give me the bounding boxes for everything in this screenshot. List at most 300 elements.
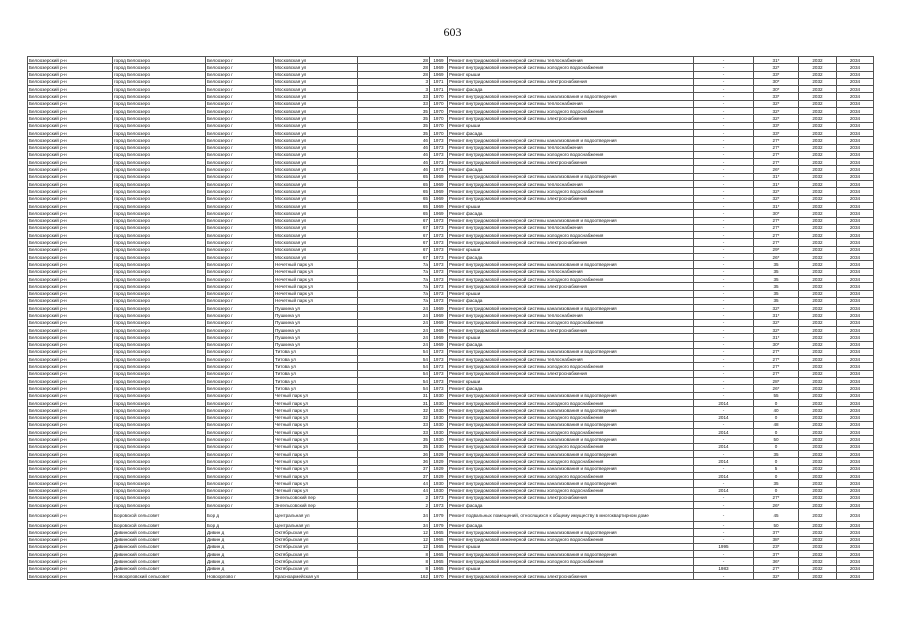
cell-street: Красноармейская ул [274, 572, 358, 579]
cell-wear: 27* [754, 137, 799, 144]
cell-locality: Белоозеро г [206, 429, 274, 436]
cell-last-repair-year: 2014 [694, 443, 754, 450]
cell-plan-start: 2032 [799, 202, 837, 209]
cell-last-repair-year: - [694, 232, 754, 239]
cell-district: Белоозерский р-н [28, 458, 113, 465]
cell-locality: Белоозеро г [206, 480, 274, 487]
cell-plan-start: 2032 [799, 392, 837, 399]
cell-district: Белоозерский р-н [28, 108, 113, 115]
cell-wear: 35 [754, 451, 799, 458]
cell-street: Октябрьская ул [274, 551, 358, 558]
cell-municipality: город Белоозеро [113, 283, 206, 290]
cell-plan-start: 2032 [799, 565, 837, 572]
table-row [28, 115, 874, 122]
cell-municipality: город Белоозеро [113, 472, 206, 479]
cell-district: Белоозерский р-н [28, 334, 113, 341]
cell-year: 1971 [430, 78, 448, 85]
cell-locality: Белоозеро г [206, 166, 274, 173]
table-row [28, 399, 874, 406]
cell-municipality: город Белоозеро [113, 494, 206, 501]
cell-wear: 0 [754, 399, 799, 406]
cell-plan-start: 2032 [799, 521, 837, 528]
cell-district: Белоозерский р-н [28, 451, 113, 458]
cell-plan-end: 2034 [837, 436, 874, 443]
cell-house: 44 [358, 480, 430, 487]
cell-plan-start: 2032 [799, 283, 837, 290]
table-row [28, 487, 874, 494]
table-row [28, 122, 874, 129]
cell-wear: 30* [754, 210, 799, 217]
cell-last-repair-year: - [694, 57, 754, 64]
cell-district: Белоозерский р-н [28, 246, 113, 253]
cell-wear: 26* [754, 502, 799, 509]
cell-plan-start: 2032 [799, 246, 837, 253]
cell-district: Белоозерский р-н [28, 290, 113, 297]
cell-last-repair-year: - [694, 166, 754, 173]
cell-wear: 33* [754, 93, 799, 100]
cell-year: 1965 [430, 536, 448, 543]
cell-street: Нечетный парк ул [274, 268, 358, 275]
cell-work-type: Ремонт внутридомовой инженерной системы канализования и водоотведения [448, 305, 694, 312]
cell-locality: Белоозеро г [206, 443, 274, 450]
cell-wear: 32* [754, 100, 799, 107]
table-row [28, 414, 874, 421]
cell-locality: Белоозеро г [206, 224, 274, 231]
cell-street: Пушкина ул [274, 334, 358, 341]
cell-plan-end: 2034 [837, 71, 874, 78]
cell-district: Белоозерский р-н [28, 122, 113, 129]
cell-locality: Белоозеро г [206, 151, 274, 158]
cell-work-type: Ремонт внутридомовой инженерной системы электроснабжения [448, 239, 694, 246]
cell-wear: 32* [754, 115, 799, 122]
cell-year: 1930 [430, 392, 448, 399]
cell-year: 1965 [430, 543, 448, 550]
cell-year: 1970 [430, 115, 448, 122]
cell-district: Белоозерский р-н [28, 297, 113, 304]
cell-district: Белоозерский р-н [28, 181, 113, 188]
cell-work-type: Ремонт внутридомовой инженерной системы канализования и водоотведения [448, 137, 694, 144]
cell-last-repair-year: - [694, 502, 754, 509]
cell-locality: Белоозеро г [206, 122, 274, 129]
cell-street: Четный парк ул [274, 429, 358, 436]
cell-plan-start: 2032 [799, 86, 837, 93]
cell-plan-start: 2032 [799, 108, 837, 115]
cell-district: Белоозерский р-н [28, 173, 113, 180]
cell-district: Белоозерский р-н [28, 86, 113, 93]
cell-district: Белоозерский р-н [28, 348, 113, 355]
cell-wear: 32* [754, 326, 799, 333]
cell-district: Белоозерский р-н [28, 414, 113, 421]
cell-municipality: Дивинский сельсовет [113, 543, 206, 550]
cell-street: Энгельсовский пер [274, 494, 358, 501]
table-row [28, 521, 874, 528]
cell-locality: Белоозеро г [206, 144, 274, 151]
cell-work-type: Ремонт фасада [448, 210, 694, 217]
cell-locality: Белоозеро г [206, 414, 274, 421]
cell-last-repair-year: 2014 [694, 399, 754, 406]
cell-last-repair-year: - [694, 188, 754, 195]
cell-plan-end: 2034 [837, 64, 874, 71]
cell-locality: Белоозеро г [206, 341, 274, 348]
cell-last-repair-year: - [694, 275, 754, 282]
cell-year: 1930 [430, 414, 448, 421]
cell-work-type: Ремонт внутридомовой инженерной системы холодного водоснабжения [448, 429, 694, 436]
cell-plan-end: 2034 [837, 334, 874, 341]
cell-plan-end: 2034 [837, 290, 874, 297]
cell-last-repair-year: - [694, 115, 754, 122]
cell-municipality: город Белоозеро [113, 173, 206, 180]
cell-last-repair-year: - [694, 348, 754, 355]
cell-municipality: город Белоозеро [113, 100, 206, 107]
cell-district: Белоозерский р-н [28, 159, 113, 166]
cell-house: 54 [358, 363, 430, 370]
register-table [27, 56, 874, 580]
cell-locality: Белоозеро г [206, 64, 274, 71]
cell-plan-end: 2034 [837, 572, 874, 579]
cell-plan-end: 2034 [837, 363, 874, 370]
cell-wear: 35 [754, 268, 799, 275]
cell-work-type: Ремонт внутридомовой инженерной системы холодного водоснабжения [448, 487, 694, 494]
cell-work-type: Ремонт фасада [448, 129, 694, 136]
cell-last-repair-year: - [694, 494, 754, 501]
cell-district: Белоозерский р-н [28, 536, 113, 543]
cell-wear: 31* [754, 181, 799, 188]
cell-district: Белоозерский р-н [28, 429, 113, 436]
cell-district: Белоозерский р-н [28, 480, 113, 487]
cell-locality: Белоозеро г [206, 217, 274, 224]
cell-wear: 23* [754, 543, 799, 550]
cell-last-repair-year: - [694, 122, 754, 129]
cell-house: 67 [358, 246, 430, 253]
cell-district: Белоозерский р-н [28, 421, 113, 428]
cell-plan-start: 2032 [799, 502, 837, 509]
cell-district: Белоозерский р-н [28, 378, 113, 385]
cell-district: Белоозерский р-н [28, 487, 113, 494]
cell-work-type: Ремонт внутридомовой инженерной системы электроснабжения [448, 494, 694, 501]
cell-plan-start: 2032 [799, 93, 837, 100]
table-row [28, 558, 874, 565]
cell-district: Белоозерский р-н [28, 551, 113, 558]
cell-work-type: Ремонт крыши [448, 290, 694, 297]
cell-district: Белоозерский р-н [28, 529, 113, 536]
cell-last-repair-year: - [694, 195, 754, 202]
cell-plan-end: 2034 [837, 458, 874, 465]
table-row [28, 100, 874, 107]
cell-house: 35 [358, 436, 430, 443]
cell-plan-end: 2034 [837, 254, 874, 261]
cell-house: 34 [358, 521, 430, 528]
cell-plan-end: 2034 [837, 151, 874, 158]
cell-wear: 31* [754, 312, 799, 319]
cell-work-type: Ремонт внутридомовой инженерной системы холодного водоснабжения [448, 363, 694, 370]
table-row [28, 334, 874, 341]
cell-street: Четный парк ул [274, 414, 358, 421]
cell-house: 54 [358, 378, 430, 385]
cell-street: Четный парк ул [274, 421, 358, 428]
cell-work-type: Ремонт внутридомовой инженерной системы канализования и водоотведения [448, 480, 694, 487]
cell-plan-end: 2034 [837, 86, 874, 93]
cell-year: 1973 [430, 297, 448, 304]
table-row [28, 472, 874, 479]
cell-work-type: Ремонт внутридомовой инженерной системы канализования и водоотведения [448, 93, 694, 100]
cell-plan-end: 2034 [837, 224, 874, 231]
cell-house: 33 [358, 100, 430, 107]
cell-district: Белоозерский р-н [28, 341, 113, 348]
cell-municipality: город Белоозеро [113, 181, 206, 188]
cell-locality: Белоозеро г [206, 71, 274, 78]
cell-last-repair-year: - [694, 254, 754, 261]
cell-district: Белоозерский р-н [28, 275, 113, 282]
cell-plan-start: 2032 [799, 224, 837, 231]
cell-year: 1930 [430, 487, 448, 494]
cell-wear: 0 [754, 429, 799, 436]
cell-plan-start: 2032 [799, 151, 837, 158]
cell-house: 28 [358, 57, 430, 64]
cell-house: 8 [358, 565, 430, 572]
cell-wear: 0 [754, 472, 799, 479]
cell-municipality: город Белоозеро [113, 378, 206, 385]
cell-house: 65 [358, 173, 430, 180]
cell-house: 35 [358, 122, 430, 129]
cell-last-repair-year: - [694, 465, 754, 472]
cell-district: Белоозерский р-н [28, 144, 113, 151]
cell-street: Четный парк ул [274, 407, 358, 414]
cell-work-type: Ремонт крыши [448, 122, 694, 129]
cell-plan-end: 2034 [837, 246, 874, 253]
cell-work-type: Ремонт фасада [448, 166, 694, 173]
cell-work-type: Ремонт внутридомовой инженерной системы электроснабжения [448, 159, 694, 166]
cell-locality: Белоозеро г [206, 283, 274, 290]
cell-plan-start: 2032 [799, 494, 837, 501]
cell-house: 8 [358, 551, 430, 558]
cell-year: 1929 [430, 451, 448, 458]
cell-street: Нечетный парк ул [274, 297, 358, 304]
cell-plan-end: 2034 [837, 407, 874, 414]
cell-wear: 27* [754, 565, 799, 572]
cell-municipality: Дивинский сельсовет [113, 551, 206, 558]
cell-municipality: город Белоозеро [113, 224, 206, 231]
cell-municipality: город Белоозеро [113, 115, 206, 122]
cell-year: 1969 [430, 326, 448, 333]
cell-house: 24 [358, 334, 430, 341]
cell-municipality: город Белоозеро [113, 275, 206, 282]
cell-last-repair-year: - [694, 326, 754, 333]
cell-municipality: город Белоозеро [113, 356, 206, 363]
cell-plan-end: 2034 [837, 565, 874, 572]
cell-plan-end: 2034 [837, 232, 874, 239]
cell-plan-start: 2032 [799, 254, 837, 261]
cell-locality: Дивин д [206, 551, 274, 558]
cell-wear: 36* [754, 558, 799, 565]
cell-district: Белоозерский р-н [28, 370, 113, 377]
cell-locality: Белоозеро г [206, 275, 274, 282]
cell-house: 65 [358, 195, 430, 202]
cell-locality: Бор д [206, 509, 274, 522]
cell-wear: 30* [754, 341, 799, 348]
cell-wear: 28* [754, 378, 799, 385]
cell-house: 31 [358, 399, 430, 406]
cell-house: 7а [358, 275, 430, 282]
cell-plan-start: 2032 [799, 122, 837, 129]
cell-last-repair-year: - [694, 480, 754, 487]
cell-year: 1973 [430, 144, 448, 151]
cell-district: Белоозерский р-н [28, 268, 113, 275]
cell-locality: Белоозеро г [206, 319, 274, 326]
cell-house: 8 [358, 558, 430, 565]
cell-municipality: город Белоозеро [113, 458, 206, 465]
cell-district: Белоозерский р-н [28, 224, 113, 231]
cell-municipality: город Белоозеро [113, 370, 206, 377]
cell-street: Московская ул [274, 232, 358, 239]
cell-wear: 26* [754, 385, 799, 392]
cell-wear: 0 [754, 458, 799, 465]
cell-year: 1970 [430, 122, 448, 129]
cell-plan-end: 2034 [837, 378, 874, 385]
cell-plan-start: 2032 [799, 543, 837, 550]
cell-last-repair-year: - [694, 536, 754, 543]
cell-district: Белоозерский р-н [28, 202, 113, 209]
table-row [28, 261, 874, 268]
cell-plan-start: 2032 [799, 378, 837, 385]
cell-locality: Белоозеро г [206, 129, 274, 136]
cell-house: 46 [358, 137, 430, 144]
cell-last-repair-year: - [694, 129, 754, 136]
cell-plan-end: 2034 [837, 502, 874, 509]
cell-wear: 27* [754, 224, 799, 231]
cell-year: 1969 [430, 173, 448, 180]
cell-plan-end: 2034 [837, 166, 874, 173]
cell-last-repair-year: - [694, 71, 754, 78]
cell-work-type: Ремонт внутридомовой инженерной системы холодного водоснабжения [448, 536, 694, 543]
cell-street: Титова ул [274, 363, 358, 370]
cell-street: Московская ул [274, 224, 358, 231]
cell-district: Белоозерский р-н [28, 558, 113, 565]
cell-plan-end: 2034 [837, 399, 874, 406]
cell-plan-end: 2034 [837, 217, 874, 224]
cell-wear: 32* [754, 305, 799, 312]
cell-locality: Белоозеро г [206, 326, 274, 333]
cell-municipality: город Белоозеро [113, 202, 206, 209]
cell-wear: 55 [754, 392, 799, 399]
table-row [28, 407, 874, 414]
table-row [28, 536, 874, 543]
cell-wear: 27* [754, 217, 799, 224]
cell-work-type: Ремонт подвальных помещений, относящихся к общему имуществу в многоквартирном доме [448, 509, 694, 522]
cell-year: 1965 [430, 551, 448, 558]
cell-municipality: город Белоозеро [113, 151, 206, 158]
cell-wear: 0 [754, 487, 799, 494]
cell-municipality: город Белоозеро [113, 78, 206, 85]
cell-street: Титова ул [274, 385, 358, 392]
cell-locality: Белоозеро г [206, 494, 274, 501]
cell-locality: Белоозеро г [206, 57, 274, 64]
table-row [28, 224, 874, 231]
cell-municipality: город Белоозеро [113, 399, 206, 406]
cell-last-repair-year: - [694, 151, 754, 158]
cell-wear: 26* [754, 166, 799, 173]
cell-house: 67 [358, 224, 430, 231]
cell-municipality: город Белоозеро [113, 108, 206, 115]
cell-plan-end: 2034 [837, 451, 874, 458]
cell-house: 67 [358, 239, 430, 246]
cell-house: 7а [358, 283, 430, 290]
cell-house: 46 [358, 166, 430, 173]
cell-street: Московская ул [274, 129, 358, 136]
cell-work-type: Ремонт крыши [448, 378, 694, 385]
cell-last-repair-year: - [694, 521, 754, 528]
table-row [28, 283, 874, 290]
cell-locality: Белоозеро г [206, 100, 274, 107]
cell-last-repair-year: - [694, 100, 754, 107]
table-row [28, 363, 874, 370]
cell-wear: 27* [754, 356, 799, 363]
cell-house: 46 [358, 159, 430, 166]
cell-last-repair-year: - [694, 305, 754, 312]
cell-work-type: Ремонт внутридомовой инженерной системы холодного водоснабжения [448, 414, 694, 421]
cell-last-repair-year: - [694, 86, 754, 93]
cell-house: 33 [358, 429, 430, 436]
cell-district: Белоозерский р-н [28, 356, 113, 363]
table-row [28, 290, 874, 297]
cell-year: 1930 [430, 399, 448, 406]
cell-house: 36 [358, 458, 430, 465]
cell-plan-start: 2032 [799, 239, 837, 246]
cell-municipality: Дивинский сельсовет [113, 536, 206, 543]
cell-plan-end: 2034 [837, 558, 874, 565]
cell-plan-start: 2032 [799, 57, 837, 64]
cell-street: Московская ул [274, 246, 358, 253]
table-row [28, 509, 874, 522]
cell-street: Московская ул [274, 173, 358, 180]
cell-wear: 32* [754, 319, 799, 326]
cell-plan-end: 2034 [837, 268, 874, 275]
cell-district: Белоозерский р-н [28, 392, 113, 399]
cell-street: Московская ул [274, 239, 358, 246]
cell-district: Белоозерский р-н [28, 385, 113, 392]
cell-work-type: Ремонт крыши [448, 246, 694, 253]
table-row [28, 275, 874, 282]
table-row [28, 572, 874, 579]
table-row [28, 144, 874, 151]
cell-district: Белоозерский р-н [28, 521, 113, 528]
cell-street: Нечетный парк ул [274, 261, 358, 268]
cell-work-type: Ремонт внутридомовой инженерной системы холодного водоснабжения [448, 108, 694, 115]
cell-year: 1930 [430, 436, 448, 443]
cell-municipality: Дивинский сельсовет [113, 558, 206, 565]
cell-work-type: Ремонт внутридомовой инженерной системы электроснабжения [448, 572, 694, 579]
cell-municipality: город Белоозеро [113, 312, 206, 319]
cell-locality: Белоозеро г [206, 305, 274, 312]
cell-plan-start: 2032 [799, 129, 837, 136]
cell-last-repair-year: 2014 [694, 472, 754, 479]
cell-plan-end: 2034 [837, 100, 874, 107]
cell-house: 46 [358, 144, 430, 151]
cell-wear: 48 [754, 421, 799, 428]
cell-plan-start: 2032 [799, 370, 837, 377]
cell-plan-start: 2032 [799, 363, 837, 370]
cell-year: 1969 [430, 188, 448, 195]
cell-wear: 37* [754, 551, 799, 558]
cell-locality: Белоозеро г [206, 86, 274, 93]
cell-house: 37 [358, 472, 430, 479]
cell-wear: 30* [754, 78, 799, 85]
cell-work-type: Ремонт внутридомовой инженерной системы канализования и водоотведения [448, 529, 694, 536]
cell-plan-end: 2034 [837, 443, 874, 450]
cell-street: Московская ул [274, 181, 358, 188]
cell-plan-start: 2032 [799, 465, 837, 472]
cell-district: Белоозерский р-н [28, 399, 113, 406]
cell-wear: 27* [754, 363, 799, 370]
